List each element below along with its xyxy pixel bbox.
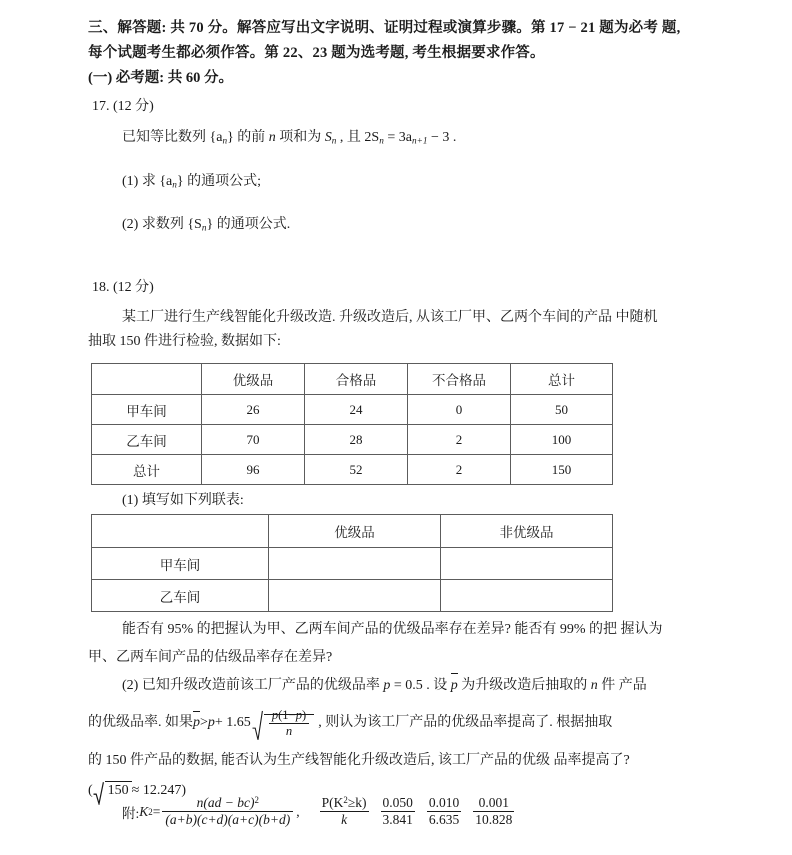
table-row-header (92, 515, 613, 548)
q18-p2-eq: = 0.5 . 设 (390, 678, 451, 693)
contingency-table (91, 514, 613, 612)
q17-eq-lhs-sub: n (379, 135, 384, 146)
k2-head-tail: ≥k) (347, 795, 367, 810)
sqrt150-open: ( (88, 782, 93, 798)
q17-part-2 (122, 213, 456, 240)
q18-p2-a: (2) 已知升级改造前该工厂产品的优级品率 (122, 678, 384, 693)
section-header-line-1: 三、解答题: 共 70 分。解答应写出文字说明、证明过程或演算步骤。第 17 − 21 题为必考 题, (88, 20, 681, 36)
pf-close: ) (302, 708, 307, 722)
q17-number: 17. (12 分) (92, 99, 154, 114)
q18-question-text (88, 618, 663, 670)
t1-h0 (92, 364, 202, 395)
k2-col-1 (421, 795, 467, 828)
q18-p2-ineq-rel: > (200, 715, 208, 731)
q18-q-line-1: 能否有 95% 的把握认为甲、乙两车间产品的优级品率存在差异? 能否有 99% 的把 握认为 (122, 622, 663, 637)
q18-number: 18. (12 分) (92, 280, 154, 295)
k2-equals: = (152, 803, 161, 819)
q17-part1-prefix: (1) 求 (122, 173, 160, 189)
k2-num-sup: 2 (254, 795, 259, 806)
t1-r2c2: 52 (305, 455, 408, 485)
q17-eq-rhs-sub: n+1 (411, 135, 428, 146)
k2-col1-k: 6.635 (428, 812, 460, 828)
pf-p2: p (295, 708, 302, 722)
t1-r1c1: 70 (202, 425, 305, 455)
q17-part2-prefix: (2) 求数列 (122, 217, 188, 233)
q17-part2-sub: n (201, 222, 207, 233)
k2-num-n: n (196, 795, 204, 811)
q18-stem-line-2: 抽取 150 件进行检验, 数据如下: (88, 334, 281, 349)
t1-r2c3: 2 (408, 455, 511, 485)
q18-p2-pbar: p (451, 674, 458, 698)
q17-part2-close: } (206, 217, 214, 233)
table-row (92, 580, 613, 612)
t1-h3: 不合格品 (408, 364, 511, 395)
q17-eq-lhs: 2S (364, 130, 380, 145)
k2-col0-p: 0.050 (382, 795, 413, 810)
sqrt150-approx: ≈ 12.247) (131, 782, 187, 798)
section-header-line-2: 每个试题考生都必须作答。第 22、23 题为选考题, 考生根据要求作答。 (88, 45, 545, 61)
section-header-line-3: (一) 必考题: 共 60 分。 (88, 70, 233, 86)
q17-stem-mid: 的前 (233, 130, 269, 145)
section-header (88, 16, 680, 91)
k2-frac-denominator: (a+b)(c+d)(a+c)(b+d) (162, 811, 293, 828)
pf-open: (1− (278, 708, 296, 722)
k2-critical-value-table (310, 795, 521, 828)
q17-part1-seq: {a (159, 173, 173, 189)
q17-part-1 (122, 170, 456, 197)
radical-sign-icon (252, 710, 263, 741)
k2-num-ad-bc: (ad − bc) (203, 795, 255, 811)
k2-col-2 (467, 795, 520, 828)
k2-head-pk: P(K (321, 795, 344, 810)
p-fraction (269, 708, 309, 739)
t1-r0c0: 甲车间 (92, 395, 202, 425)
table-row (92, 455, 613, 485)
t2-h1: 优级品 (269, 515, 441, 548)
t2-r1c1[interactable] (269, 580, 441, 612)
pf-p1: p (271, 708, 279, 722)
t1-r1c4: 100 (511, 425, 613, 455)
q18-p2-p: p (383, 678, 391, 693)
t1-r0c3: 0 (408, 395, 511, 425)
t2-h0 (92, 515, 269, 548)
q17-stem-comma: , 且 (336, 130, 365, 145)
k2-note-row (122, 795, 520, 828)
q18-part2-line-2 (88, 708, 647, 739)
q17-eq-tail: − 3 . (427, 130, 457, 145)
t1-r2c0: 总计 (92, 455, 202, 485)
q17-seq-open: {a (209, 130, 223, 145)
q18-p2-b: 为升级改造后抽取的 (457, 678, 591, 693)
k2-head-sup: 2 (343, 795, 348, 805)
q17-stem-mid2: 项和为 (275, 130, 325, 145)
sqrt-expression (252, 708, 314, 739)
t1-r1c3: 2 (408, 425, 511, 455)
q17-stem-prefix: 已知等比数列 (122, 130, 210, 145)
k2-table-header-cell (310, 795, 375, 828)
k2-col0-k: 3.841 (382, 812, 413, 828)
t1-r0c1: 26 (202, 395, 305, 425)
q17-part1-tail: 的通项公式; (183, 173, 262, 189)
inspection-data-table (91, 363, 613, 485)
q18-p2l2-b: , 则认为该工厂产品的优级品率提高了. 根据抽取 (318, 715, 613, 731)
q17-seq-close: } (227, 130, 234, 145)
q18-p2-n: n (590, 678, 598, 693)
q18-part-2 (88, 674, 647, 806)
q17-eq-rhs: 3a (398, 130, 412, 145)
q17-part1-sub: n (172, 179, 177, 190)
q17-part2-tail: 的通项公式. (213, 217, 291, 233)
t2-r0c0: 甲车间 (92, 548, 269, 580)
table-row-header (92, 364, 613, 395)
t1-h4: 总计 (511, 364, 613, 395)
k2-col2-p: 0.001 (478, 795, 509, 810)
exam-page (88, 0, 681, 855)
q17-eq-rel: = (383, 130, 399, 145)
q17-seq-sub: n (222, 135, 228, 146)
q17-var-S-sub: n (331, 135, 337, 146)
t2-r0c2[interactable] (441, 548, 613, 580)
q17-stem (122, 126, 456, 153)
p-frac-numerator (269, 708, 309, 723)
k2-col2-k: 10.828 (475, 812, 513, 828)
k2-label: 附: (122, 805, 140, 821)
q18-p2-ineq-pbar: p (193, 711, 200, 735)
q18-part2-line-3: 的 150 件产品的数据, 能否认为生产线智能化升级改造后, 该工厂产品的优级 品率提高了? (88, 752, 630, 768)
q18-p2-ineq-plus: + 1.65 (214, 715, 251, 731)
k2-head-top (320, 795, 369, 811)
t1-h1: 优级品 (202, 364, 305, 395)
q17-part2-seq: {S (187, 217, 202, 233)
q18-part1-label: (1) 填写如下列联表: (122, 493, 244, 508)
sqrt-radicand (264, 708, 314, 738)
p-frac-denominator: n (269, 723, 309, 739)
table-row (92, 548, 613, 580)
t2-r0c1[interactable] (269, 548, 441, 580)
question-17 (88, 95, 456, 240)
question-18 (88, 276, 658, 354)
t1-r0c4: 50 (511, 395, 613, 425)
k2-symbol: K (139, 803, 149, 819)
k2-frac-numerator (162, 795, 293, 811)
t2-r1c2[interactable] (441, 580, 613, 612)
q18-part2-line-1 (122, 674, 647, 698)
k2-col-0 (375, 795, 421, 828)
t1-r0c2: 24 (305, 395, 408, 425)
k2-formula-fraction (162, 795, 293, 828)
q18-p2-c: 件 产品 (597, 678, 647, 693)
t1-r2c1: 96 (202, 455, 305, 485)
q18-p2l2-a: 的优级品率. 如果 (88, 715, 193, 731)
t2-h2: 非优级品 (441, 515, 613, 548)
k2-symbol-sup: 2 (148, 806, 153, 817)
k2-col1-p: 0.010 (428, 795, 460, 810)
t1-r1c0: 乙车间 (92, 425, 202, 455)
radical-sign-icon (93, 781, 104, 805)
table-row (92, 395, 613, 425)
q17-part1-close: } (176, 173, 184, 189)
sqrt-150-radicand: 150 (105, 781, 132, 798)
table-row (92, 425, 613, 455)
q17-var-S: S (324, 130, 332, 145)
t1-r2c4: 150 (511, 455, 613, 485)
q18-stem-line-1: 某工厂进行生产线智能化升级改造. 升级改造后, 从该工厂甲、乙两个车间的产品 中随机 (122, 310, 658, 325)
q18-q-line-2: 甲、乙两车间产品的估级品率存在差异? (88, 650, 333, 665)
q18-p2-ineq-p: p (207, 715, 215, 731)
k2-comma: , (296, 803, 300, 819)
q17-var-n: n (268, 130, 276, 145)
k2-head-bot: k (320, 811, 369, 828)
t1-r1c2: 28 (305, 425, 408, 455)
t2-r1c0: 乙车间 (92, 580, 269, 612)
t1-h2: 合格品 (305, 364, 408, 395)
